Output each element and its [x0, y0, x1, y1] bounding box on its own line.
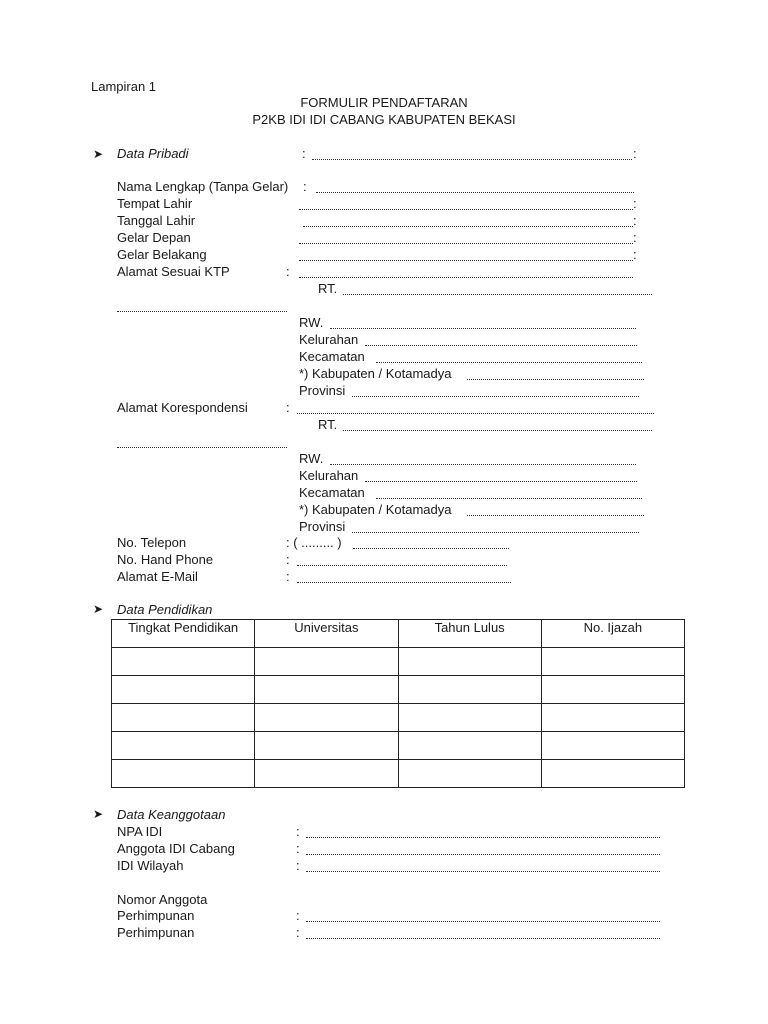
- table-cell[interactable]: [255, 676, 398, 704]
- gelar-belakang-label: Gelar Belakang: [117, 247, 207, 262]
- colon: :: [286, 569, 290, 584]
- perhimpunan-label: Perhimpunan: [117, 925, 195, 940]
- alamat-ktp-field-2[interactable]: [117, 299, 287, 312]
- alamat-ktp-field[interactable]: [299, 265, 633, 278]
- colon: :: [296, 925, 300, 940]
- table-cell[interactable]: [541, 732, 684, 760]
- tanggal-lahir-label: Tanggal Lahir: [117, 213, 196, 228]
- table-cell[interactable]: [112, 732, 255, 760]
- colon: :: [633, 247, 637, 262]
- tanggal-lahir-field[interactable]: [303, 214, 633, 227]
- kecamatan-field[interactable]: [376, 350, 642, 363]
- colon: :: [633, 146, 637, 161]
- provinsi-label: Provinsi: [299, 519, 346, 534]
- telepon-prefix: : ( ......... ): [286, 535, 342, 550]
- column-header: Tahun Lulus: [398, 620, 541, 648]
- email-label: Alamat E-Mail: [117, 569, 198, 584]
- tempat-lahir-field[interactable]: [299, 197, 633, 210]
- kabupaten-label: *) Kabupaten / Kotamadya: [299, 366, 452, 381]
- kelurahan-field[interactable]: [365, 333, 637, 346]
- handphone-field[interactable]: [297, 553, 507, 566]
- colon: :: [286, 552, 290, 567]
- email-field[interactable]: [297, 570, 511, 583]
- education-table: [111, 619, 685, 788]
- table-cell[interactable]: [541, 704, 684, 732]
- idi-wilayah-field[interactable]: [306, 859, 660, 872]
- table-row: [112, 732, 685, 760]
- provinsi-field[interactable]: [352, 384, 639, 397]
- section-heading-pribadi: Data Pribadi: [117, 146, 189, 161]
- table-cell[interactable]: [398, 760, 541, 788]
- rt-label: RT.: [318, 417, 338, 432]
- rw-field[interactable]: [330, 452, 636, 465]
- table-cell[interactable]: [398, 676, 541, 704]
- anggota-cabang-field[interactable]: [306, 842, 660, 855]
- rw-field[interactable]: [330, 316, 636, 329]
- section-heading-pendidikan: Data Pendidikan: [117, 602, 213, 617]
- perhimpunan-label: Perhimpunan: [117, 908, 195, 923]
- kelurahan-field[interactable]: [365, 469, 637, 482]
- table-cell[interactable]: [255, 760, 398, 788]
- kecamatan-field[interactable]: [376, 486, 642, 499]
- telepon-field[interactable]: [353, 536, 509, 549]
- column-header: Tingkat Pendidikan: [112, 620, 255, 648]
- alamat-korespondensi-label: Alamat Korespondensi: [117, 400, 248, 415]
- colon: :: [302, 146, 306, 161]
- npa-label: NPA IDI: [117, 824, 163, 839]
- handphone-label: No. Hand Phone: [117, 552, 214, 567]
- kecamatan-label: Kecamatan: [299, 485, 365, 500]
- table-cell[interactable]: [398, 704, 541, 732]
- table-cell[interactable]: [255, 704, 398, 732]
- idi-wilayah-label: IDI Wilayah: [117, 858, 184, 873]
- form-title: FORMULIR PENDAFTARAN: [300, 95, 468, 110]
- gelar-depan-label: Gelar Depan: [117, 230, 191, 245]
- table-cell[interactable]: [541, 760, 684, 788]
- table-cell[interactable]: [541, 648, 684, 676]
- colon: :: [296, 824, 300, 839]
- table-header-row: [112, 620, 685, 648]
- section-heading-keanggotaan: Data Keanggotaan: [117, 807, 226, 822]
- table-cell[interactable]: [255, 732, 398, 760]
- perhimpunan-field-1[interactable]: [306, 909, 660, 922]
- data-pribadi-field[interactable]: [312, 147, 632, 160]
- table-row: [112, 648, 685, 676]
- alamat-korespondensi-field[interactable]: [297, 401, 654, 414]
- rw-label: RW.: [299, 451, 324, 466]
- rw-label: RW.: [299, 315, 324, 330]
- bullet-arrow-icon: ➤: [93, 807, 104, 821]
- kabupaten-field[interactable]: [467, 367, 644, 380]
- column-header: Universitas: [255, 620, 398, 648]
- table-cell[interactable]: [112, 648, 255, 676]
- npa-field[interactable]: [306, 825, 660, 838]
- kelurahan-label: Kelurahan: [299, 332, 359, 347]
- nama-field[interactable]: [316, 180, 634, 193]
- colon: :: [296, 858, 300, 873]
- lampiran-label: Lampiran 1: [91, 79, 157, 94]
- telepon-label: No. Telepon: [117, 535, 187, 550]
- alamat-ktp-label: Alamat Sesuai KTP: [117, 264, 230, 279]
- gelar-belakang-field[interactable]: [299, 248, 633, 261]
- colon: :: [296, 908, 300, 923]
- table-cell[interactable]: [112, 676, 255, 704]
- table-cell[interactable]: [398, 648, 541, 676]
- colon: :: [633, 196, 637, 211]
- column-header: No. Ijazah: [541, 620, 684, 648]
- table-cell[interactable]: [112, 760, 255, 788]
- provinsi-label: Provinsi: [299, 383, 346, 398]
- colon: :: [633, 230, 637, 245]
- table-cell[interactable]: [398, 732, 541, 760]
- colon: :: [286, 264, 290, 279]
- table-cell[interactable]: [541, 676, 684, 704]
- alamat-korespondensi-field-2[interactable]: [117, 435, 287, 448]
- table-row: [112, 704, 685, 732]
- kabupaten-field[interactable]: [467, 503, 644, 516]
- bullet-arrow-icon: ➤: [93, 602, 104, 616]
- colon: :: [303, 179, 307, 194]
- colon: :: [633, 213, 637, 228]
- gelar-depan-field[interactable]: [299, 231, 633, 244]
- bullet-arrow-icon: ➤: [93, 147, 104, 161]
- table-row: [112, 676, 685, 704]
- rt-label: RT.: [318, 281, 338, 296]
- form-subtitle: P2KB IDI IDI CABANG KABUPATEN BEKASI: [252, 112, 516, 127]
- kecamatan-label: Kecamatan: [299, 349, 365, 364]
- colon: :: [296, 841, 300, 856]
- tempat-lahir-label: Tempat Lahir: [117, 196, 193, 211]
- table-cell[interactable]: [255, 648, 398, 676]
- table-row: [112, 760, 685, 788]
- perhimpunan-field-2[interactable]: [306, 926, 660, 939]
- kabupaten-label: *) Kabupaten / Kotamadya: [299, 502, 452, 517]
- rt-field[interactable]: [343, 282, 652, 295]
- nomor-anggota-label: Nomor Anggota: [117, 892, 208, 907]
- colon: :: [286, 400, 290, 415]
- provinsi-field[interactable]: [352, 520, 639, 533]
- anggota-cabang-label: Anggota IDI Cabang: [117, 841, 235, 856]
- kelurahan-label: Kelurahan: [299, 468, 359, 483]
- rt-field[interactable]: [343, 418, 652, 431]
- table-cell[interactable]: [112, 704, 255, 732]
- nama-label: Nama Lengkap (Tanpa Gelar): [117, 179, 289, 194]
